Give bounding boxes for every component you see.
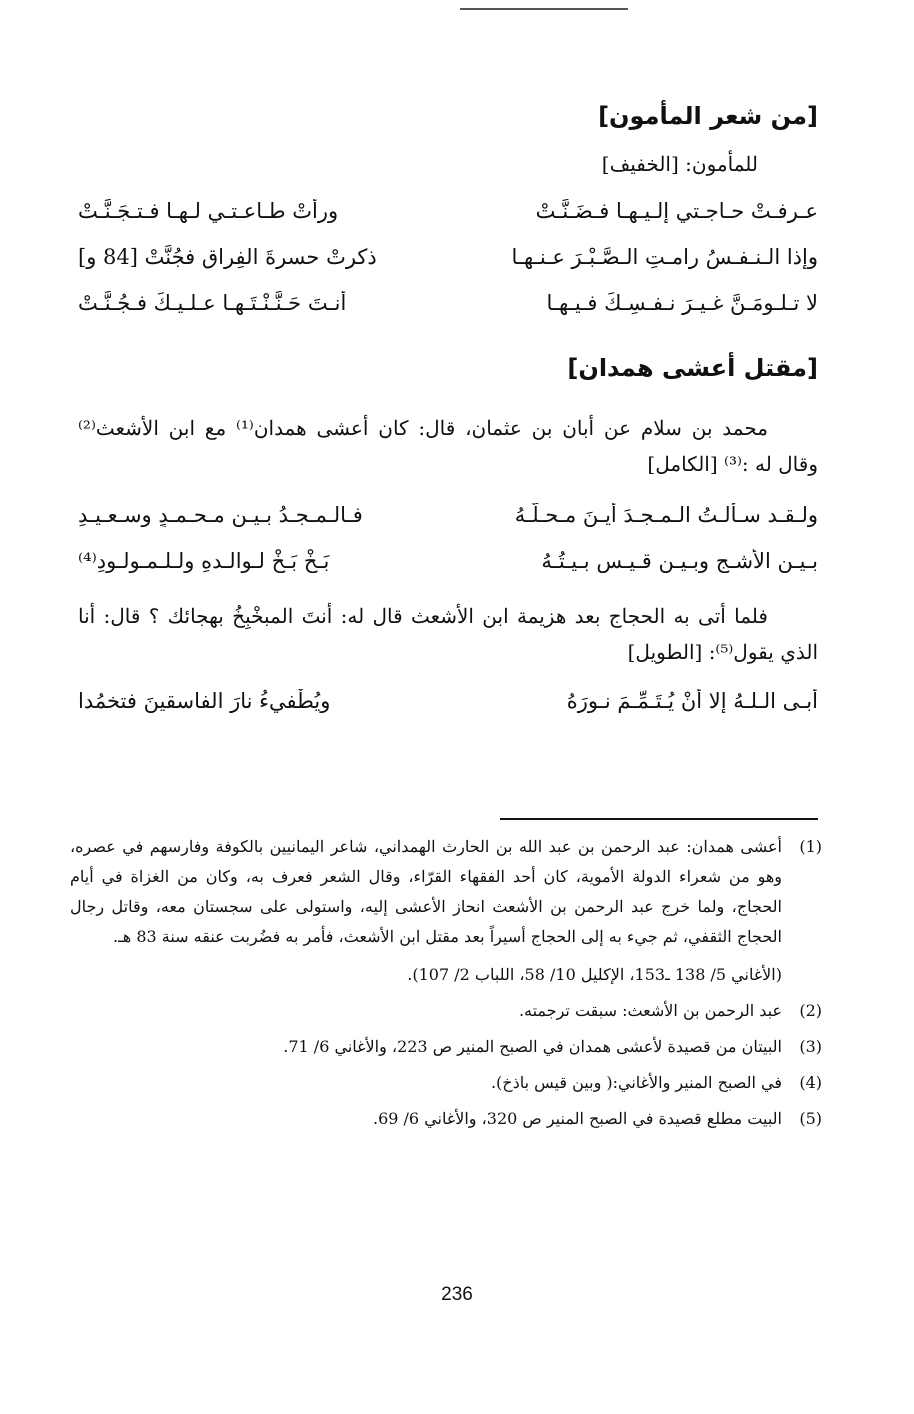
meter-line-khafif: للمأمون: [الخفيف] [601,152,758,176]
poem-tawil [78,678,818,724]
hemistich-first: ولـقـد سـألـتُ الـمـجـدَ أيـنَ مـحـلُّـهُ [514,503,818,527]
footnote [70,1068,822,1098]
verse [78,678,818,724]
verse [78,234,818,280]
footnote-number: (3) [799,1037,822,1056]
hemistich-second: ورأتْ طـاعـتـي لـهـا فـتـجَـنَّـتْ [78,199,339,223]
hemistich-second: ويُطْفيءُ نارَ الفاسقينَ فتخمُدا [78,689,331,713]
verse [78,492,818,538]
footnote-text: البيتان من قصيدة لأعشى همدان في الصبح المنير ص 223، والأغاني 6/ 71. [283,1037,782,1056]
paragraph-intro: محمد بن سلام عن أبان بن عثمان، قال: كان أعشى همدان⁽¹⁾ مع ابن الأشعث⁽²⁾ وقال له :⁽³⁾ [الكامل] [78,416,818,476]
footnote [70,1032,822,1062]
footnote-number: (1) [799,837,822,856]
page-number: 236 [441,1284,473,1305]
footnote-number: (5) [799,1109,822,1128]
verse [78,538,818,584]
poem-mamun [78,188,818,326]
hemistich-first: بـيـن الأشـجِ وبـيـن قـيـسٍ بـيـتُـهُ [541,549,818,573]
footnote [70,996,822,1026]
section-heading-asha: [مقتل أعشى همدان] [567,354,818,382]
verse [78,280,818,326]
paragraph-hajjaj: فلما أتى به الحجاج بعد هزيمة ابن الأشعث قال له: أنتَ المبخْبِخُ بهجائك ؟ قال: أنا الذي يقول⁽⁵⁾: [الطويل] [78,604,818,664]
poem-kamil [78,492,818,584]
footnote-number: (2) [799,1001,822,1020]
hemistich-first: لا تـلـومَـنَّ غـيـرَ نـفـسِـكَ فـيـهـا [546,291,818,315]
footnote [70,1104,822,1134]
hemistich-first: وإذا الـنـفـسُ رامـتِ الـصَّـبْـرَ عـنـهـا [511,245,818,269]
footnote-sources: (الأغاني 5/ 138 ـ153، الإكليل 10/ 58، اللباب 2/ 107). [407,965,782,984]
footnotes [70,832,822,1134]
hemistich-second: ذكرتْ حسرةَ الفِراقِ فجُنَّتْ [84 و] [78,245,377,269]
hemistich-second: بَـخْ بَـخْ لـوالـدهِ ولـلـمـولـودِ⁽⁴⁾ [78,549,330,573]
hemistich-second: فـالـمـجـدُ بـيـن مـحـمـدٍ وسـعـيـدِ [78,503,363,527]
footnote [70,832,822,952]
main-text [78,96,818,724]
footnote-text: في الصبح المنير والأغاني:( وبين قيس باذخ). [490,1073,782,1092]
footnote-number: (4) [799,1073,822,1092]
hemistich-second: أنـتَ حَـنَّـنْـتَـهـا عـلـيـكَ فـجُـنَّـتْ [78,291,347,315]
footnote-text: عبد الرحمن بن الأشعث: سبقت ترجمته. [518,1001,782,1020]
footnote-separator [500,818,818,820]
section-heading-mamun: [من شعر المأمون] [598,102,818,130]
top-rule [460,8,628,10]
footnote-text: أعشى همدان: عبد الرحمن بن عبد الله بن الحارث الهمداني، شاعر اليمانيين بالكوفة وفارسهم في عصره، وهو من شعراء الدولة الأموية، كان أحد الفقهاء القرّاء، وقال الشعر فعرف به، وكان من الغزاة في أيام الحجاج، ولما خرج عبد الرحمن بن الأشعث انحاز الأعشى إليه، واستولى على سجستان معه، وقاتل رجال الحجاج الثقفي، ثم جيء به إلى الحجاج أسيراً بعد مقتل ابن الأشعث، فأمر به فضُربت عنقه سنة 83 هـ. [70,837,782,946]
verse [78,188,818,234]
hemistich-first: أبـى الـلـهُ إلا أنْ يُـتَـمِّـمَ نـورَهُ [566,689,818,713]
hemistich-first: عـرفـتْ حـاجـتي إلـيـهـا فـضَـنَّـتْ [535,199,818,223]
footnote-text: البيت مطلع قصيدة في الصبح المنير ص 320، والأغاني 6/ 69. [372,1109,782,1128]
